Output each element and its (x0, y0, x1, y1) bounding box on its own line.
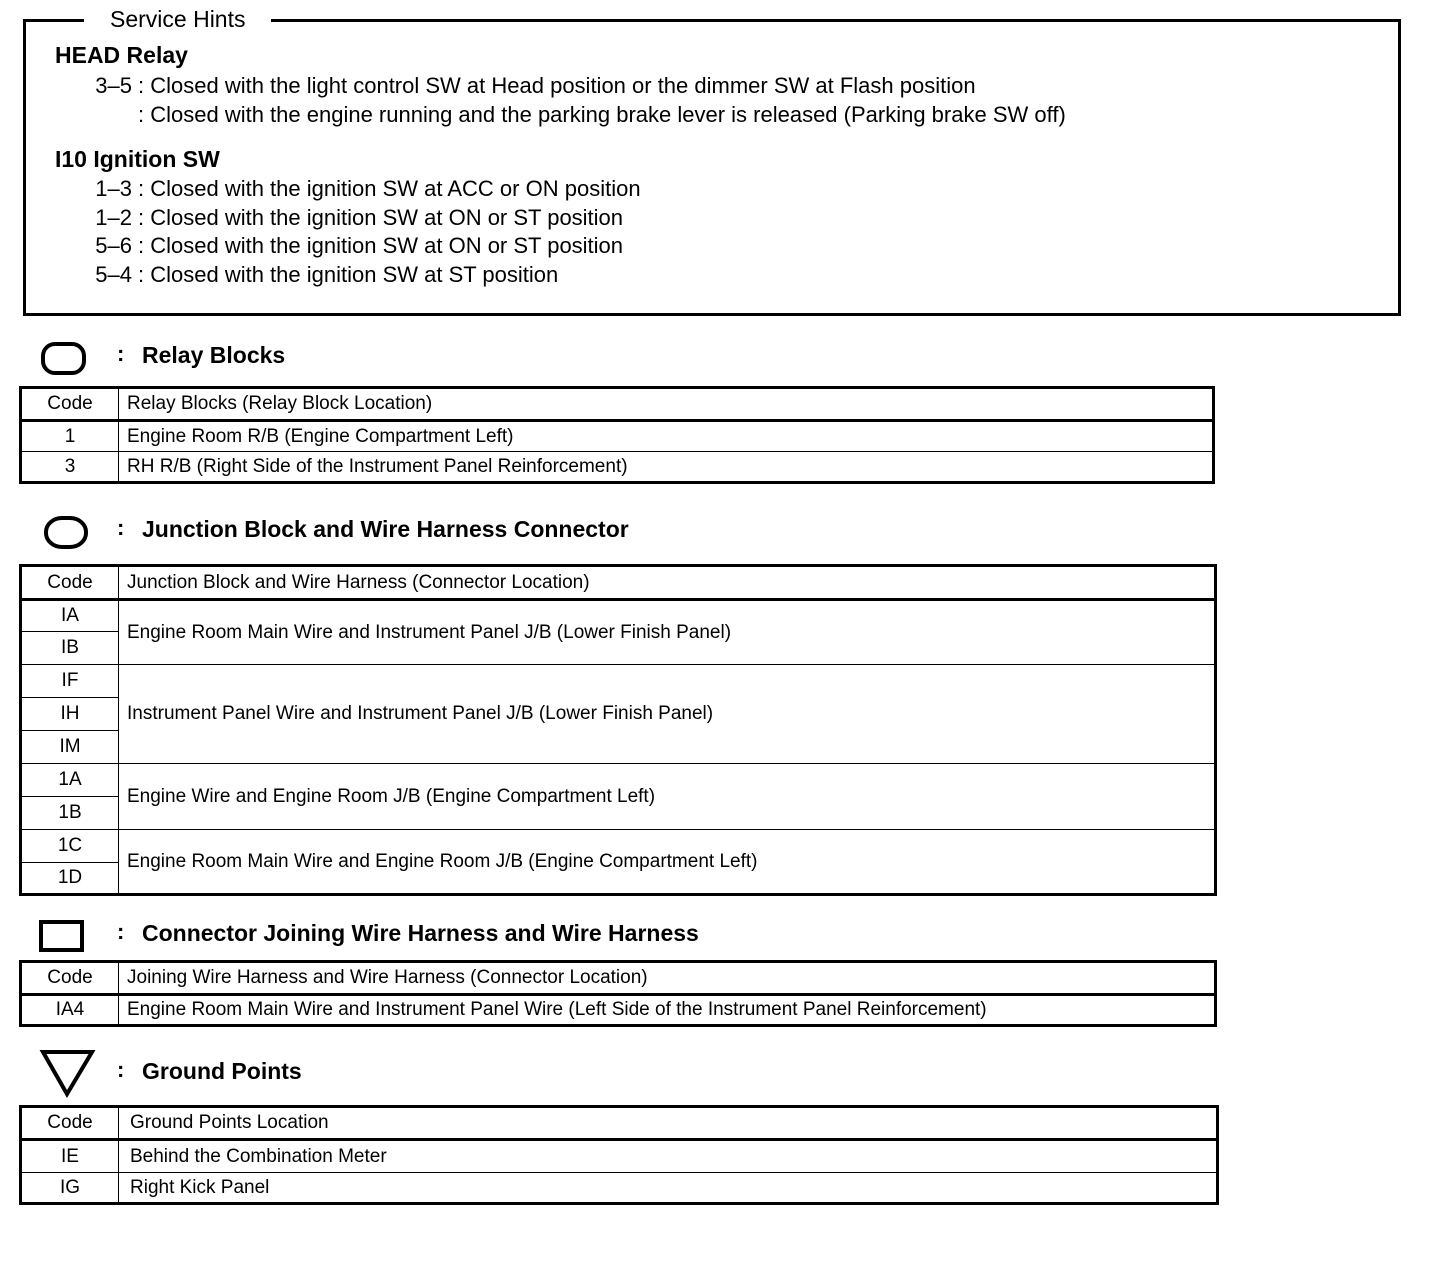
header-desc: Joining Wire Harness and Wire Harness (Connector Location) (119, 962, 1216, 995)
table-row (21, 830, 1216, 863)
cell-code: 1A (21, 764, 119, 797)
table-header-row (21, 388, 1214, 421)
cell-code: IG (21, 1173, 119, 1204)
legend-label: Connector Joining Wire Harness and Wire Harness (142, 920, 699, 946)
header-code: Code (21, 566, 119, 600)
table-row (21, 1173, 1218, 1204)
hint-text: : Closed with the engine running and the parking brake lever is released (Parking brake SW off) (138, 102, 1066, 127)
cell-desc: Instrument Panel Wire and Instrument Panel J/B (Lower Finish Panel) (119, 665, 1216, 764)
hint-code: 5–6 (95, 233, 132, 258)
header-code: Code (21, 962, 119, 995)
hint-text: : Closed with the ignition SW at ST position (138, 262, 559, 287)
hint-text: : Closed with the light control SW at Head position or the dimmer SW at Flash position (138, 73, 976, 98)
legend-colon: : (117, 1057, 125, 1082)
hint-heading-ignition-sw: I10 Ignition SW (55, 146, 220, 172)
table-row (21, 421, 1214, 452)
table-row (21, 600, 1216, 632)
hint-line (48, 72, 976, 100)
cell-code: IF (21, 665, 119, 698)
header-code: Code (21, 1107, 119, 1140)
hint-heading-head-relay: HEAD Relay (55, 42, 188, 68)
hint-line (48, 204, 623, 232)
table-header-row (21, 1107, 1218, 1140)
hint-line (48, 175, 641, 203)
cell-code: 3 (21, 452, 119, 483)
hint-code: 5–4 (95, 262, 132, 287)
hint-code: 3–5 (95, 73, 132, 98)
cell-desc: Engine Room Main Wire and Engine Room J/B (Engine Compartment Left) (119, 830, 1216, 895)
cell-desc: Engine Room Main Wire and Instrument Panel Wire (Left Side of the Instrument Panel Reinforcement) (119, 995, 1216, 1026)
table-header-row (21, 962, 1216, 995)
connector-table (19, 960, 1217, 1027)
hint-code: 1–3 (95, 176, 132, 201)
header-desc: Ground Points Location (119, 1107, 1218, 1140)
cell-code: 1C (21, 830, 119, 863)
cell-code: IA4 (21, 995, 119, 1026)
relay-blocks-table (19, 386, 1215, 484)
legend-label: Junction Block and Wire Harness Connector (142, 516, 629, 542)
table-row (21, 995, 1216, 1026)
legend-colon: : (117, 919, 125, 944)
hint-text: : Closed with the ignition SW at ON or ST position (138, 205, 624, 230)
junction-block-table (19, 564, 1217, 896)
cell-code: 1D (21, 863, 119, 895)
cell-code: 1 (21, 421, 119, 452)
cell-desc: Right Kick Panel (119, 1173, 1218, 1204)
table-row (21, 452, 1214, 483)
legend-label: Ground Points (142, 1058, 302, 1084)
hint-text: : Closed with the ignition SW at ON or ST position (138, 233, 624, 258)
legend-colon: : (117, 515, 125, 540)
legend-colon: : (117, 341, 125, 366)
hint-line (48, 232, 623, 260)
rounded-rectangle-icon (40, 341, 88, 377)
legend-label: Relay Blocks (142, 342, 286, 368)
table-row (21, 665, 1216, 698)
cell-desc: Engine Wire and Engine Room J/B (Engine Compartment Left) (119, 764, 1216, 830)
cell-code: IB (21, 632, 119, 665)
cell-code: IM (21, 731, 119, 764)
ground-points-table (19, 1105, 1219, 1205)
triangle-down-icon (38, 1046, 98, 1100)
hint-line (48, 261, 558, 289)
cell-desc: Engine Room R/B (Engine Compartment Left) (119, 421, 1214, 452)
table-row (21, 1140, 1218, 1173)
table-row (21, 764, 1216, 797)
cell-desc: Behind the Combination Meter (119, 1140, 1218, 1173)
cell-code: 1B (21, 797, 119, 830)
hint-line (48, 101, 1066, 129)
header-code: Code (21, 388, 119, 421)
cell-code: IH (21, 698, 119, 731)
cell-code: IE (21, 1140, 119, 1173)
hint-text: : Closed with the ignition SW at ACC or ON position (138, 176, 641, 201)
oval-icon (43, 515, 91, 551)
cell-desc: Engine Room Main Wire and Instrument Panel J/B (Lower Finish Panel) (119, 600, 1216, 665)
hint-code: 1–2 (95, 205, 132, 230)
cell-code: IA (21, 600, 119, 632)
header-desc: Junction Block and Wire Harness (Connector Location) (119, 566, 1216, 600)
header-desc: Relay Blocks (Relay Block Location) (119, 388, 1214, 421)
table-header-row (21, 566, 1216, 600)
rectangle-icon (38, 918, 86, 954)
cell-desc: RH R/B (Right Side of the Instrument Panel Reinforcement) (119, 452, 1214, 483)
service-hints-title: Service Hints (84, 4, 271, 34)
